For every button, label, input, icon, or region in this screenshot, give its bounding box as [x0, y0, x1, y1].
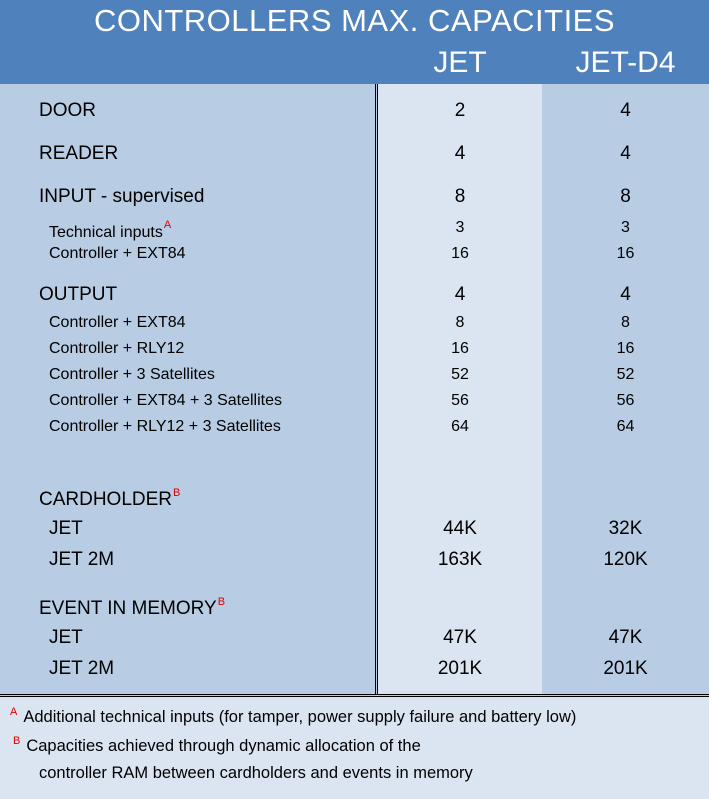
footnotes	[0, 697, 709, 799]
row-label: Controller + EXT84 + 3 Satellites	[49, 392, 283, 409]
jet-d4-value: 32K	[608, 518, 643, 539]
row-label: Controller + RLY12 + 3 Satellites	[49, 418, 281, 435]
row-label: Controller + EXT84	[49, 314, 186, 331]
column-divider	[377, 84, 378, 694]
footnote-marker: B	[173, 487, 181, 499]
jet-value: 8	[454, 186, 466, 207]
column-header-jet-d4: JET-D4	[575, 46, 676, 79]
row-label-text: EVENT IN MEMORY	[39, 598, 217, 619]
jet-d4-value: 47K	[608, 627, 643, 648]
jet-d4-value: 8	[620, 186, 631, 207]
jet-value: 4	[454, 143, 466, 164]
jet-value: 64	[451, 418, 469, 435]
row-label	[49, 219, 171, 242]
row-label: JET 2M	[49, 549, 115, 570]
jet-value: 52	[451, 366, 469, 383]
jet-d4-value: 64	[616, 418, 635, 435]
jet-value: 4	[454, 284, 466, 305]
jet-value: 56	[451, 392, 469, 409]
row-label-text: Technical inputs	[49, 224, 163, 241]
jet-value: 163K	[437, 549, 483, 570]
jet-value: 201K	[437, 658, 483, 679]
jet-value: 16	[451, 245, 469, 262]
column-header-jet: JET	[433, 46, 487, 79]
jet-column	[378, 84, 542, 694]
row-label: JET	[49, 518, 83, 539]
row-label: OUTPUT	[39, 284, 118, 305]
jet-d4-column	[542, 84, 709, 694]
footnote-text: Additional technical inputs (for tamper, power supply failure and battery low)	[23, 708, 577, 726]
row-label: JET	[49, 627, 83, 648]
footnote-text: Capacities achieved through dynamic allocation of the	[26, 737, 421, 755]
jet-d4-value: 56	[616, 392, 635, 409]
footnote-b-continuation: controller RAM between cardholders and events in memory	[39, 764, 473, 782]
row-label-text: CARDHOLDER	[39, 489, 173, 510]
row-label: READER	[39, 143, 119, 164]
jet-d4-value: 3	[621, 219, 630, 236]
table-header	[0, 0, 709, 84]
footnote-b	[13, 735, 421, 756]
jet-d4-value: 52	[616, 366, 635, 383]
jet-d4-value: 16	[616, 340, 635, 357]
jet-d4-value: 4	[620, 284, 631, 305]
column-divider	[375, 84, 376, 694]
jet-d4-value: 4	[620, 143, 631, 164]
footer-divider	[0, 694, 709, 695]
jet-value: 2	[454, 100, 466, 121]
row-label: DOOR	[39, 100, 96, 121]
row-label: Controller + RLY12	[49, 340, 185, 357]
footnote-mark: B	[13, 735, 21, 747]
jet-value: 16	[451, 340, 469, 357]
row-label: JET 2M	[49, 658, 115, 679]
jet-value: 47K	[443, 627, 477, 648]
jet-value: 44K	[443, 518, 477, 539]
footnote-a	[10, 706, 576, 727]
jet-value: 8	[455, 314, 465, 331]
row-label	[39, 596, 225, 620]
footnote-marker: B	[217, 596, 226, 608]
footnote-marker: A	[163, 219, 172, 231]
row-label: Controller + EXT84	[49, 245, 186, 262]
footnote-mark: A	[10, 706, 18, 718]
row-label: INPUT - supervised	[39, 186, 205, 207]
row-label	[39, 487, 180, 511]
table-title: CONTROLLERS MAX. CAPACITIES	[93, 3, 616, 38]
jet-d4-value: 16	[616, 245, 635, 262]
row-label: Controller + 3 Satellites	[49, 366, 215, 383]
jet-d4-value: 201K	[603, 658, 648, 679]
jet-d4-value: 120K	[603, 549, 648, 570]
jet-d4-value: 4	[620, 100, 631, 121]
jet-value: 3	[455, 219, 465, 236]
jet-d4-value: 8	[621, 314, 630, 331]
